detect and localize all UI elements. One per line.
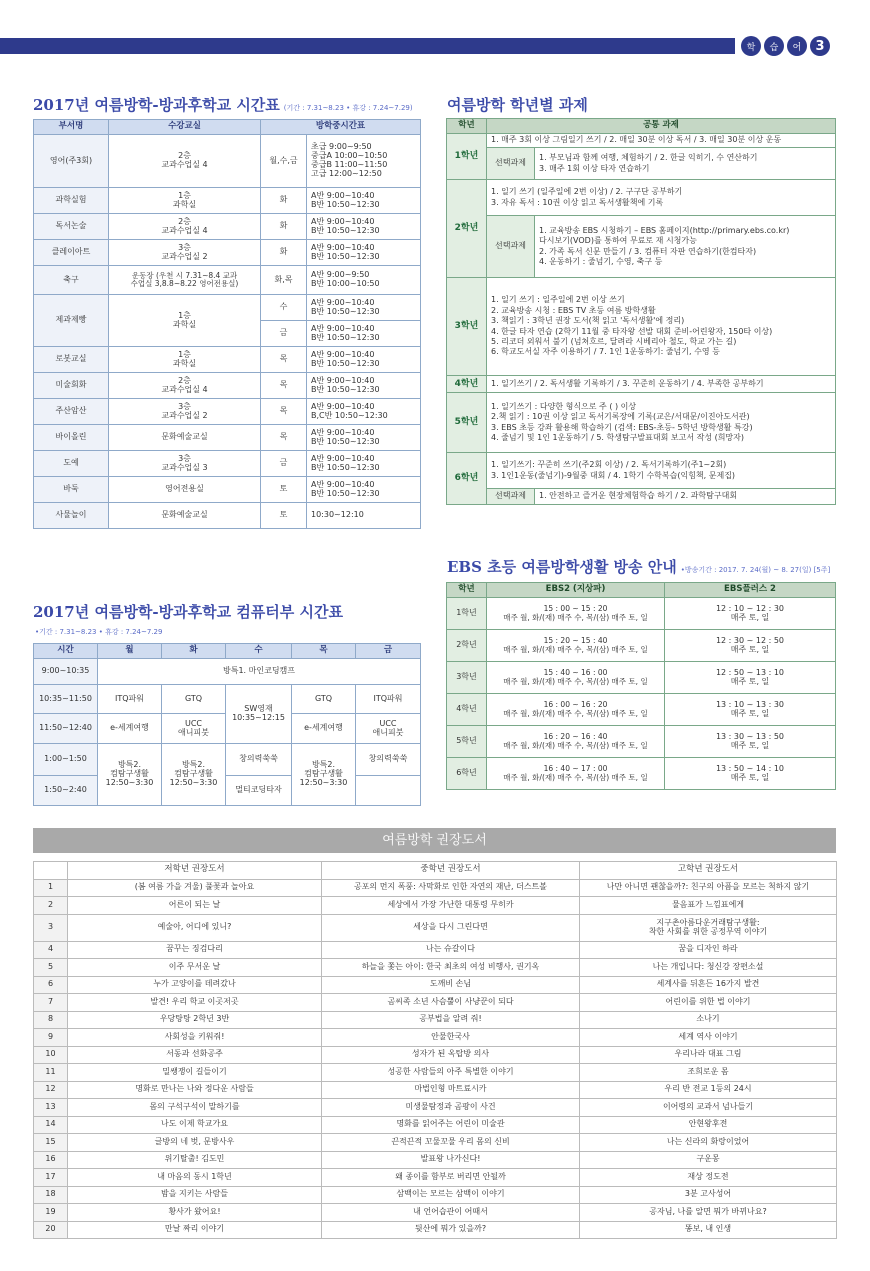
dept-day: 목 [261, 425, 307, 451]
dept-time: A반 9:00~10:40 B반 10:50~12:30 [307, 477, 421, 503]
dept-name: 바둑 [34, 477, 109, 503]
dept-name: 독서논술 [34, 214, 109, 240]
col-common: 공통 과제 [487, 119, 836, 134]
book-row [34, 1099, 837, 1117]
class-cell: 방특1. 마인코딩캠프 [98, 659, 421, 685]
book-number: 7 [34, 994, 68, 1012]
dept-time: A반 9:00~10:40 B반 10:50~12:30 [307, 321, 421, 347]
dept-room: 3층 교과수업실 2 [109, 240, 261, 266]
class-cell: 창의력쑥쑥 [226, 744, 292, 776]
dept-name: 영어(주3회) [34, 135, 109, 188]
class-cell: 창의력쑥쑥 [356, 744, 421, 776]
books-table [33, 861, 837, 1239]
book-title: 발견! 우리 학교 이곳저곳 [68, 994, 322, 1012]
col-dept: 부서명 [34, 120, 109, 135]
dept-room: 1층 과학실 [109, 347, 261, 373]
book-title: 나만 아니면 괜찮을까?: 친구의 아픔을 모르는 척하지 않기 [580, 879, 837, 897]
book-number: 14 [34, 1116, 68, 1134]
ebs2-time: 16 : 20 ~ 16 : 40 매주 월, 화/(재) 매주 수, 목/(삼) 매주 토, 일 [487, 726, 665, 758]
book-number: 20 [34, 1221, 68, 1239]
book-number: 3 [34, 914, 68, 941]
ebs2-time: 16 : 40 ~ 17 : 00 매주 월, 화/(재) 매주 수, 목/(삼) 매주 토, 일 [487, 758, 665, 790]
book-number: 10 [34, 1046, 68, 1064]
book-title: 이주 무서운 날 [68, 959, 322, 977]
class-cell: 방특2. 컴탐구생활 12:50~3:30 [292, 744, 356, 806]
book-row [34, 1116, 837, 1134]
grade-1-common: 1. 매주 3회 이상 그림일기 쓰기 / 2. 매일 30분 이상 독서 / 3. 매일 30분 이상 운동 [487, 134, 836, 148]
grade-3: 3학년 [447, 278, 487, 376]
book-number: 2 [34, 897, 68, 915]
grade-2-common: 1. 일기 쓰기 (일주일에 2번 이상) / 2. 구구단 공부하기 3. 자유 독서 : 10권 이상 읽고 독서생활책에 기록 [487, 180, 836, 216]
col-lower: 저학년 권장도서 [68, 862, 322, 880]
book-title: 재상 정도전 [580, 1169, 837, 1187]
col-mon: 월 [98, 644, 162, 659]
ebs-grade: 3학년 [447, 662, 487, 694]
grade-4-common: 1. 일기쓰기 / 2. 독서생활 기록하기 / 3. 꾸준히 운동하기 / 4. 부족한 공부하기 [487, 376, 836, 393]
dept-time: 10:30~12:10 [307, 503, 421, 529]
book-title: 밀쌩쟁이 길들이기 [68, 1064, 322, 1082]
book-title: 서동과 선화공주 [68, 1046, 322, 1064]
dept-room: 운동장 (우천 시 7.31~8.4 교과 수업실 3,8.8~8.22 영어전용실) [109, 266, 261, 295]
time-slot: 11:50~12:40 [34, 714, 98, 744]
book-title: 구운몽 [580, 1151, 837, 1169]
book-number: 15 [34, 1134, 68, 1152]
col-grade: 학년 [447, 119, 487, 134]
dept-room: 1층 과학실 [109, 188, 261, 214]
book-number: 16 [34, 1151, 68, 1169]
grade-6-common: 1. 일기쓰기: 꾸준히 쓰기(주2회 이상) / 2. 독서기록하기(주1~2회) 3. 1인1운동(줄넘기)-9월중 대회 / 4. 1학기 수학복습(익힘책, 문제집) [487, 453, 836, 489]
ebs2-time: 16 : 00 ~ 16 : 20 매주 월, 화/(재) 매주 수, 목/(삼) 매주 토, 일 [487, 694, 665, 726]
dept-name: 클레이아트 [34, 240, 109, 266]
dept-room: 영어전용실 [109, 477, 261, 503]
grade-5: 5학년 [447, 393, 487, 453]
dept-name: 축구 [34, 266, 109, 295]
book-title: 도깨비 손님 [322, 976, 580, 994]
class-cell: e-세계여행 [292, 714, 356, 744]
ebs-plus-time: 12 : 50 ~ 13 : 10 매주 토, 일 [665, 662, 836, 694]
book-title: 명화로 만나는 나와 정다운 사람들 [68, 1081, 322, 1099]
class-cell: 방특2. 컴탐구생활 12:50~3:30 [98, 744, 162, 806]
book-title: (봄 여름 가을 겨울) 풀꽃과 놀아요 [68, 879, 322, 897]
book-row [34, 1011, 837, 1029]
grade-tasks-table [446, 118, 836, 505]
class-cell: UCC 애니피붓 [356, 714, 421, 744]
book-title: 몸의 구석구석이 말하기를 [68, 1099, 322, 1117]
computer-subtitle: •기간 : 7.31~8.23 • 휴강 : 7.24~7.29 [35, 628, 163, 636]
book-number: 5 [34, 959, 68, 977]
book-title: 나도 이제 학교가요 [68, 1116, 322, 1134]
grade-3-common: 1. 일기 쓰기 : 일주일에 2번 이상 쓰기 2. 교육방송 시청 : EBS TV 초등 여름 방학생활 3. 책읽기 : 3학년 권장 도서(책 읽고 '독서생활'에 정리) 4. 한글 타자 연습 (2학기 11월 중 타자왕 선발 대회 준비-어린왕자, 150타 이상) 5. 리코더 외워서 불기 (넘쳐흐르, 달려라 시베리아 철도, 학교 가는 길) 6. 학교도서실 자주 이용하기 / 7. 1인 1운동하기: 줄넘기, 수영 등 [487, 278, 836, 376]
book-title: 뒷산에 뭐가 있을까? [322, 1221, 580, 1239]
book-title: 글방의 네 벗, 문방사우 [68, 1134, 322, 1152]
book-title: 어린이를 위한 법 이야기 [580, 994, 837, 1012]
dept-time: A반 9:00~10:40 B반 10:50~12:30 [307, 347, 421, 373]
book-title: 꿈을 디자인 하라 [580, 941, 837, 959]
book-row [34, 1169, 837, 1187]
book-title: 이어령의 교과서 넘나들기 [580, 1099, 837, 1117]
book-number: 1 [34, 879, 68, 897]
book-title: 하늘을 쫓는 아이: 한국 최초의 여성 비행사, 권기옥 [322, 959, 580, 977]
computer-table [33, 643, 421, 806]
dept-time: A반 9:00~10:40 B반 10:50~12:30 [307, 451, 421, 477]
class-cell: e-세계여행 [98, 714, 162, 744]
ebs-table [446, 582, 836, 790]
dept-day: 토 [261, 477, 307, 503]
book-number: 4 [34, 941, 68, 959]
ebs2-time: 15 : 20 ~ 15 : 40 매주 월, 화/(재) 매주 수, 목/(삼) 매주 토, 일 [487, 630, 665, 662]
col-time: 시간 [34, 644, 98, 659]
dept-time: A반 9:00~10:40 B반 10:50~12:30 [307, 373, 421, 399]
dept-room: 2층 교과수업실 4 [109, 373, 261, 399]
dept-time: A반 9:00~10:40 B반 10:50~12:30 [307, 214, 421, 240]
dept-name: 사물놀이 [34, 503, 109, 529]
book-row [34, 994, 837, 1012]
book-number: 12 [34, 1081, 68, 1099]
book-title: 지구촌아름다운거래탐구생활: 착한 사회를 위한 공정무역 이야기 [580, 914, 837, 941]
col-grade: 학년 [447, 583, 487, 598]
ebs-grade: 4학년 [447, 694, 487, 726]
book-title: 조희로운 몸 [580, 1064, 837, 1082]
book-title: 우리 반 전교 1등의 24시 [580, 1081, 837, 1099]
after-school-table [33, 119, 421, 529]
book-title: 안현왕후전 [580, 1116, 837, 1134]
dept-day: 목 [261, 347, 307, 373]
col-upper: 고학년 권장도서 [580, 862, 837, 880]
grade-4: 4학년 [447, 376, 487, 393]
book-row [34, 1064, 837, 1082]
book-title: 우리나라 대표 그림 [580, 1046, 837, 1064]
dept-name: 도예 [34, 451, 109, 477]
ebs-plus-time: 13 : 30 ~ 13 : 50 매주 토, 일 [665, 726, 836, 758]
dept-name: 미술회화 [34, 373, 109, 399]
dept-name: 주산암산 [34, 399, 109, 425]
class-cell: SW영재 10:35~12:15 [226, 685, 292, 744]
book-row [34, 941, 837, 959]
dept-room: 문화예술교실 [109, 503, 261, 529]
grade-6-select: 1. 안전하고 즐거운 현장체험학습 하기 / 2. 과학탐구대회 [535, 489, 836, 505]
book-title: 예술아, 어디에 있니? [68, 914, 322, 941]
col-thu: 목 [292, 644, 356, 659]
select-label: 선택과제 [487, 489, 535, 505]
dept-time: A반 9:00~10:40 B반 10:50~12:30 [307, 188, 421, 214]
book-number: 8 [34, 1011, 68, 1029]
book-title: 나는 개입니다: 청신강 장편소설 [580, 959, 837, 977]
dept-room: 1층 과학실 [109, 295, 261, 347]
ebs-grade: 2학년 [447, 630, 487, 662]
book-title: 성공한 사람들의 아주 특별한 이야기 [322, 1064, 580, 1082]
time-slot: 10:35~11:50 [34, 685, 98, 714]
book-title: 꿈꾸는 징검다리 [68, 941, 322, 959]
ebs-title: EBS 초등 여름방학생활 방송 안내 •방송기간 : 2017. 7. 24(월) ~ 8. 27(일) [5주] [447, 558, 831, 576]
grade-1-select: 1. 부모님과 함께 여행, 체험하기 / 2. 한글 익히기, 수 연산하기 3. 매주 1회 이상 타자 연습하기 [535, 148, 836, 180]
col-schedule: 방학중시간표 [261, 120, 421, 135]
col-tue: 화 [162, 644, 226, 659]
col-no [34, 862, 68, 880]
book-number: 18 [34, 1186, 68, 1204]
page-number: 3 [810, 36, 830, 56]
col-ebs2: EBS2 (지상파) [487, 583, 665, 598]
book-title: 나는 신라의 화랑이었어 [580, 1134, 837, 1152]
dept-room: 2층 교과수업실 4 [109, 135, 261, 188]
book-title: 세계 역사 이야기 [580, 1029, 837, 1047]
book-row [34, 897, 837, 915]
book-row [34, 1186, 837, 1204]
book-row [34, 1151, 837, 1169]
book-title: 공포의 먼지 폭풍: 사막화로 인한 자연의 재난, 더스트볼 [322, 879, 580, 897]
book-title: 위기탈출! 김도민 [68, 1151, 322, 1169]
book-number: 11 [34, 1064, 68, 1082]
dept-day: 화 [261, 188, 307, 214]
dept-time: A반 9:00~10:40 B,C반 10:50~12:30 [307, 399, 421, 425]
grade-5-common: 1. 일기쓰기 : 다양한 형식으로 주 ( ) 이상 2.책 읽기 : 10권 이상 읽고 독서기록장에 기록(교은/서대문/이진아도서관) 3. EBS 초등 강좌 활용해 학습하기 (검색: EBS-초등- 5학년 방학생활 특강) 4. 줄넘기 및 1인 1운동하기 / 5. 학생탐구발표대회 보고서 작성 (희망자) [487, 393, 836, 453]
book-number: 6 [34, 976, 68, 994]
book-title: 명화를 읽어주는 어린이 미술관 [322, 1116, 580, 1134]
book-title: 삼백이는 모르는 삼백이 이야기 [322, 1186, 580, 1204]
dept-day: 화,목 [261, 266, 307, 295]
book-title: 공자님, 나를 알면 뭐가 바뀌나요? [580, 1204, 837, 1222]
grade-6: 6학년 [447, 453, 487, 505]
book-row [34, 879, 837, 897]
after-school-title: 2017년 여름방학-방과후학교 시간표 (기간 : 7.31~8.23 • 휴강 : 7.24~7.29) [33, 96, 413, 114]
grade-2: 2학년 [447, 180, 487, 278]
books-title: 여름방학 권장도서 [33, 828, 836, 853]
book-title: 세상에서 가장 가난한 대통령 무히카 [322, 897, 580, 915]
dept-day: 토 [261, 503, 307, 529]
dept-day: 목 [261, 399, 307, 425]
dept-room: 3층 교과수업실 2 [109, 399, 261, 425]
computer-title: 2017년 여름방학-방과후학교 컴퓨터부 시간표 [33, 603, 343, 621]
grade-2-select: 1. 교육방송 EBS 시청하기 – EBS 홈페이지(http://primary.ebs.co.kr) 다시보기(VOD)를 통하여 무료로 재 시청가능 2. 가족 독서 신문 만들기 / 3. 컴퓨터 자판 연습하기(한컴타자) 4. 운동하기 : 줄넘기, 수영, 축구 등 [535, 216, 836, 278]
grade-1: 1학년 [447, 134, 487, 180]
class-cell: ITQ파워 [98, 685, 162, 714]
book-number: 17 [34, 1169, 68, 1187]
dept-day: 금 [261, 451, 307, 477]
dept-time: A반 9:00~10:40 B반 10:50~12:30 [307, 295, 421, 321]
book-title: 누가 고양이를 데려갔나 [68, 976, 322, 994]
book-title: 왜 종이를 함부로 버리면 안될까 [322, 1169, 580, 1187]
class-cell: UCC 애니피붓 [162, 714, 226, 744]
book-title: 미생물탐정과 곰팡이 사건 [322, 1099, 580, 1117]
book-row [34, 976, 837, 994]
book-number: 13 [34, 1099, 68, 1117]
ebs-plus-time: 12 : 10 ~ 12 : 30 매주 토, 일 [665, 598, 836, 630]
book-title: 사회성을 키워줘! [68, 1029, 322, 1047]
book-row [34, 1029, 837, 1047]
book-number: 9 [34, 1029, 68, 1047]
dept-time: 초급 9:00~9:50 중급A 10:00~10:50 중급B 11:00~11:50 고급 12:00~12:50 [307, 135, 421, 188]
book-title: 황사가 왔어요! [68, 1204, 322, 1222]
dept-name: 바이올린 [34, 425, 109, 451]
top-bar [0, 38, 735, 54]
book-title: 내 마음의 동시 1학년 [68, 1169, 322, 1187]
book-row [34, 1081, 837, 1099]
dept-room: 2층 교과수업실 4 [109, 214, 261, 240]
book-row [34, 914, 837, 941]
class-cell: GTQ [162, 685, 226, 714]
time-slot: 1:50~2:40 [34, 776, 98, 806]
badge-1: 학 [741, 36, 761, 56]
ebs2-time: 15 : 00 ~ 15 : 20 매주 월, 화/(재) 매주 수, 목/(삼) 매주 토, 일 [487, 598, 665, 630]
dept-name: 제과제빵 [34, 295, 109, 347]
dept-time: A반 9:00~10:40 B반 10:50~12:30 [307, 240, 421, 266]
ebs-grade: 1학년 [447, 598, 487, 630]
dept-day: 목 [261, 373, 307, 399]
ebs-grade: 5학년 [447, 726, 487, 758]
book-title: 성자가 된 옥탑방 의사 [322, 1046, 580, 1064]
dept-name: 로봇교실 [34, 347, 109, 373]
book-title: 만날 짜리 이야기 [68, 1221, 322, 1239]
ebs-grade: 6학년 [447, 758, 487, 790]
time-slot: 1:00~1:50 [34, 744, 98, 776]
dept-day: 금 [261, 321, 307, 347]
book-row [34, 1134, 837, 1152]
book-row [34, 1046, 837, 1064]
col-wed: 수 [226, 644, 292, 659]
dept-day: 화 [261, 214, 307, 240]
books-body [34, 879, 837, 1239]
dept-time: A반 9:00~9:50 B반 10:00~10:50 [307, 266, 421, 295]
time-slot: 9:00~10:35 [34, 659, 98, 685]
class-cell: ITQ파워 [356, 685, 421, 714]
ebs-plus-time: 13 : 10 ~ 13 : 30 매주 토, 일 [665, 694, 836, 726]
grade-tasks-title: 여름방학 학년별 과제 [447, 96, 588, 114]
dept-room: 문화예술교실 [109, 425, 261, 451]
dept-day: 수 [261, 295, 307, 321]
col-middle: 중학년 권장도서 [322, 862, 580, 880]
book-title: 끈적끈적 꼬물꼬물 우리 몸의 신비 [322, 1134, 580, 1152]
book-number: 19 [34, 1204, 68, 1222]
book-title: 나는 슈갈이다 [322, 941, 580, 959]
book-row [34, 1204, 837, 1222]
book-title: 내 언어습관이 어때서 [322, 1204, 580, 1222]
ebs-plus-time: 12 : 30 ~ 12 : 50 매주 토, 일 [665, 630, 836, 662]
book-title: 똥보, 내 인생 [580, 1221, 837, 1239]
dept-day: 화 [261, 240, 307, 266]
book-row [34, 1221, 837, 1239]
page-badges [741, 36, 830, 56]
ebs-plus-time: 13 : 50 ~ 14 : 10 매주 토, 일 [665, 758, 836, 790]
book-title: 물음표가 느낌표에게 [580, 897, 837, 915]
select-label: 선택과제 [487, 148, 535, 180]
book-title: 세계사를 뒤흔든 16가지 발견 [580, 976, 837, 994]
book-title: 곰씨족 소년 사슴뿔이 사냥꾼이 되다 [322, 994, 580, 1012]
book-title: 공부법을 알려 줘! [322, 1011, 580, 1029]
dept-day: 월,수,금 [261, 135, 307, 188]
book-title: 세상을 다시 그린다면 [322, 914, 580, 941]
col-room: 수강교실 [109, 120, 261, 135]
book-title: 어른이 되는 날 [68, 897, 322, 915]
class-cell: 방특2. 컴탐구생활 12:50~3:30 [162, 744, 226, 806]
class-cell: 멀티코딩타자 [226, 776, 292, 806]
class-cell [356, 776, 421, 806]
book-title: 마법인형 마트료시카 [322, 1081, 580, 1099]
book-title: 발표왕 나가신다! [322, 1151, 580, 1169]
book-title: 안물한국사 [322, 1029, 580, 1047]
col-ebs-plus: EBS플러스 2 [665, 583, 836, 598]
class-cell: GTQ [292, 685, 356, 714]
book-title: 3분 고사성어 [580, 1186, 837, 1204]
dept-room: 3층 교과수업실 3 [109, 451, 261, 477]
select-label: 선택과제 [487, 216, 535, 278]
ebs2-time: 15 : 40 ~ 16 : 00 매주 월, 화/(재) 매주 수, 목/(삼) 매주 토, 일 [487, 662, 665, 694]
badge-3: 어 [787, 36, 807, 56]
dept-name: 과학실험 [34, 188, 109, 214]
dept-time: A반 9:00~10:40 B반 10:50~12:30 [307, 425, 421, 451]
book-row [34, 959, 837, 977]
book-title: 밤을 지키는 사람들 [68, 1186, 322, 1204]
book-title: 소나기 [580, 1011, 837, 1029]
col-fri: 금 [356, 644, 421, 659]
book-title: 우당탕탕 2학년 3반 [68, 1011, 322, 1029]
badge-2: 습 [764, 36, 784, 56]
